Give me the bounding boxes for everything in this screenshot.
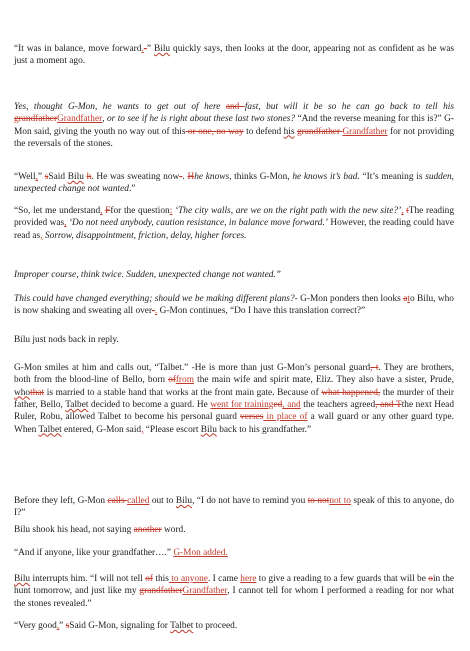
inserted-text: : (169, 206, 173, 216)
deleted-text: what happened, (321, 387, 381, 398)
text-run: . He was sweating now (91, 172, 180, 182)
paragraph (14, 171, 454, 196)
text-run: . (182, 172, 188, 182)
deleted-text: no way (216, 126, 244, 137)
paragraph (14, 620, 454, 632)
inserted-text: , (56, 621, 60, 631)
inserted-text: in place of (263, 412, 308, 423)
text-run: Yes, thought G-Mon, (14, 102, 103, 112)
text-run: However, the reading could have read as (14, 218, 454, 241)
text-run: quickly says, then looks at the door, appearing not as confident as he was just a moment ago. (14, 44, 455, 67)
spellcheck-flagged-word: Bilu (14, 574, 31, 584)
inserted-text: , (100, 206, 103, 216)
text-run: “And if anyone, like your grandfather….” (14, 548, 174, 558)
text-run: for not providing the reversals of the stones. (14, 126, 454, 150)
deleted-text: a (403, 294, 408, 304)
deleted-text: of (145, 574, 153, 584)
text-run: to defend (243, 126, 284, 137)
spellcheck-flagged-word: Bilu (200, 424, 217, 435)
spellcheck-flagged-word: who (14, 387, 31, 398)
text-run: ” (59, 621, 66, 631)
deleted-text: ed (273, 400, 283, 411)
paragraph (14, 524, 454, 536)
text-run: word. (161, 525, 186, 535)
text-run: speak of this to anyone, do I?” (14, 496, 455, 519)
inserted-text: Grandfather (342, 126, 388, 137)
text-run: the main wife and spirit mate, Eliz. They also have a sister, Prude, (193, 375, 454, 386)
deleted-text: that (30, 387, 45, 398)
deleted-text: - (143, 44, 147, 54)
inserted-text: . (155, 306, 158, 317)
text-run: the teachers agreed (300, 400, 376, 411)
deleted-text: s (44, 172, 49, 182)
inserted-text: , (141, 424, 144, 435)
inserted-text: Grandfather (57, 114, 103, 125)
text-run: This could have changed everything; should we be making different plans? (14, 294, 295, 304)
text-run: a wall guard or any other guard type. When (14, 412, 454, 435)
deleted-text: - (179, 172, 183, 182)
paragraph (14, 293, 454, 318)
text-run: G-Mon continues, “Do I have this translation correct?” (157, 306, 366, 317)
inserted-text: to anyone (168, 574, 208, 584)
inserted-text: , and (282, 400, 301, 411)
text-run: o Bilu, who is now shaking and sweating all over (14, 294, 454, 317)
deleted-text: to not (307, 496, 330, 506)
deleted-text: or one (185, 126, 212, 137)
text-run: this (153, 574, 169, 584)
deleted-text: verses (240, 412, 264, 423)
spellcheck-flagged-word: Bilu (154, 44, 171, 54)
deleted-text: F (105, 206, 111, 216)
spellcheck-flagged-word: Talbet (170, 621, 194, 631)
text-run: sudden, unexpected change not wanted (14, 172, 454, 195)
text-run: ” (37, 172, 45, 182)
text-run: “Well (14, 172, 36, 182)
spellcheck-flagged-word: his (283, 126, 295, 137)
deleted-text: , (211, 126, 217, 137)
text-run: “It was in balance, move forward (14, 44, 142, 54)
deleted-text: calls (107, 496, 128, 506)
text-run: fast, but will it be so he can go back to tell his (244, 102, 455, 112)
text-run: “Very good (14, 621, 57, 631)
inserted-text: t (407, 294, 410, 304)
text-run: Said G-Mon, signaling for (69, 621, 171, 631)
text-run: for the question (110, 206, 170, 216)
text-run: Improper course, think twice. Sudden, unexpected change not wanted.” (14, 270, 281, 280)
text-run: back to his grandfather.” (216, 424, 312, 435)
inserted-text: Grandfather (182, 586, 228, 597)
text-run: ‘The city walls, are we on the right path with the new site?’ (175, 206, 402, 216)
deleted-text: t (375, 363, 379, 373)
text-run: decided to become a guard. He (88, 400, 211, 411)
paragraph (14, 362, 454, 436)
text-run: . I came (207, 574, 241, 584)
spellcheck-flagged-word: Talbet (38, 424, 62, 435)
text-run: is married to a stable hand that works at the front main gate. Because of (44, 387, 322, 398)
text-run: G-Mon smiles at him and calls out, “Talbet.” -He is more than just G-Mon’s personal guard (14, 363, 371, 373)
spellcheck-flagged-word: Bilu (175, 496, 192, 506)
deleted-text: s (65, 621, 70, 631)
text-run: “So, let me understand (14, 206, 101, 216)
text-run: - G-Mon ponders then looks (294, 294, 404, 304)
text-run: , or to see if he is right about these last two stones? (102, 114, 296, 125)
text-run: Said (48, 172, 68, 182)
text-run: he knows (194, 172, 230, 182)
paragraph (14, 547, 454, 559)
text-run: The reading provided was (14, 206, 455, 229)
deleted-text: and (225, 102, 245, 112)
deleted-text: of (168, 375, 176, 386)
text-run: “And the reverse meaning for this is?” G-Mon said, giving the youth no way out of this (14, 114, 454, 137)
paragraph (14, 43, 454, 68)
deleted-text: another (133, 525, 162, 535)
paragraph (14, 269, 454, 281)
text-run: “It’s meaning is (359, 172, 426, 182)
text-run: , thinks G-Mon, (229, 172, 293, 182)
inserted-text: here (240, 574, 257, 584)
deleted-text: t (406, 206, 409, 216)
spellcheck-flagged-word: Talbet (65, 400, 89, 411)
text-run: the next Head Ruler, Robu, allowed Talbet to become his personal guard (14, 400, 454, 423)
text-run: Bilu shook his head, not saying (14, 525, 134, 535)
inserted-text: went for training (210, 400, 274, 411)
spellcheck-flagged-word: Bilu (67, 172, 84, 182)
inserted-text: called (127, 496, 150, 506)
paragraph (14, 101, 454, 150)
text-run: Sorrow, disappointment, friction, delay, higher forces. (44, 230, 247, 241)
deleted-text: grandfather (14, 114, 58, 125)
text-run: “Please escort (143, 424, 201, 435)
text-run: to proceed. (193, 621, 238, 631)
deleted-text: - (151, 306, 155, 317)
text-run: ” (146, 44, 154, 54)
deleted-text: o (428, 574, 433, 584)
text-run: , I cannot tell for whom I performed a reading for nor what the stones revealed.” (14, 586, 455, 609)
paragraph (14, 334, 454, 346)
deleted-text: H (187, 172, 195, 182)
text-run: .” (128, 184, 136, 195)
inserted-text: . (141, 44, 144, 54)
deleted-text: grandfather (296, 126, 343, 137)
deleted-text: , and (375, 400, 396, 411)
text-run: out to (149, 496, 176, 506)
text-run: he knows it’s bad. (292, 172, 360, 182)
text-run: in the hunt tomorrow, and just like my (14, 574, 455, 597)
text-run: . They are brothers, both from the blood-line of Bello, born (14, 363, 455, 386)
text-run: Bilu just nods back in reply. (14, 335, 119, 345)
text-run: interrupts him. “I will not tell (30, 574, 146, 584)
paragraph (14, 205, 454, 242)
text-run: ‘Do not need anybody, caution resistance, in balance move forward.’ (68, 218, 328, 229)
text-run: Before they left, G-Mon (14, 496, 108, 506)
deleted-text: grandfather (139, 586, 183, 597)
text-run: the murder of their father, Bello, (14, 387, 454, 411)
inserted-text: , (401, 206, 404, 216)
text-run: , “I do not have to remind you (192, 496, 308, 506)
text-run: entered, G-Mon said (61, 424, 142, 435)
text-run: to give a reading to a few guards that will be (256, 574, 429, 584)
inserted-text: not to (329, 496, 351, 506)
paragraph (14, 573, 454, 610)
inserted-text: , (64, 218, 67, 229)
inserted-text: , (40, 230, 43, 241)
inserted-text: G-Mon added. (173, 548, 228, 558)
inserted-text: , (35, 172, 38, 182)
deleted-text: T (395, 400, 402, 411)
inserted-text: from (175, 375, 194, 386)
paragraph (14, 495, 454, 520)
text-run: he wants to get out of here (102, 102, 226, 112)
deleted-text: h (86, 172, 92, 182)
deleted-text: , (370, 363, 376, 373)
